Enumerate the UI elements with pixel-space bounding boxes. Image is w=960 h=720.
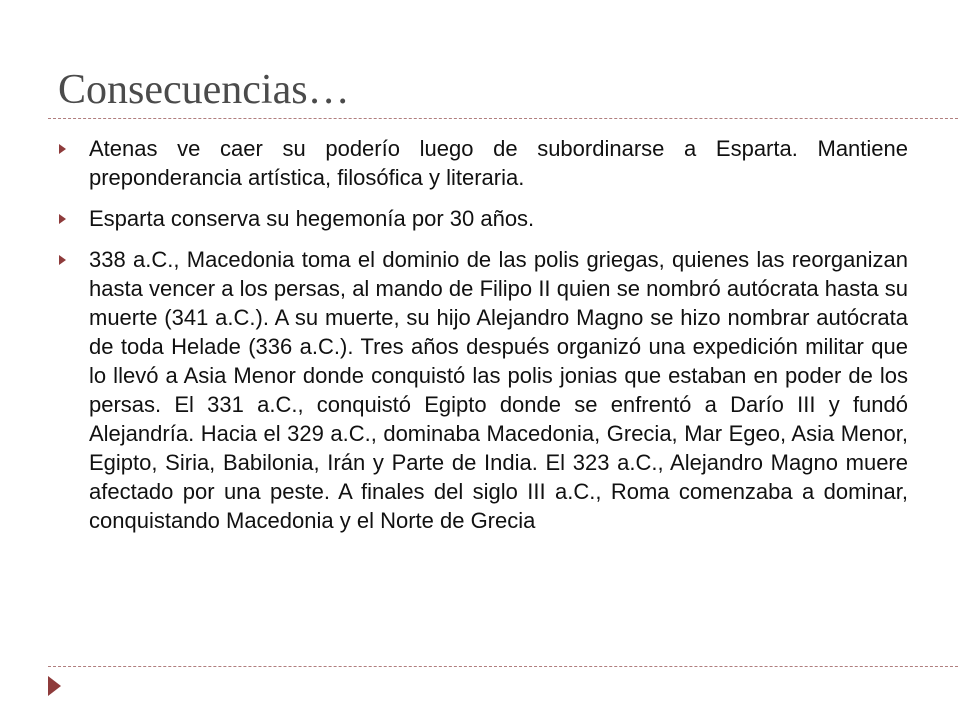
bullet-item [56, 245, 908, 535]
triangle-right-icon [59, 144, 66, 154]
bullet-text: Esparta conserva su hegemonía por 30 años. [89, 206, 535, 231]
triangle-right-icon [59, 255, 66, 265]
slide-title: Consecuencias… [58, 67, 350, 113]
title-divider [48, 118, 960, 119]
triangle-right-icon [59, 214, 66, 224]
bullet-list [56, 134, 908, 547]
bullet-item [56, 204, 908, 233]
bullet-text: 338 a.C., Macedonia toma el dominio de las polis griegas, quienes las reorganizan hasta vencer a los persas, al mando de Filipo II quien se nombró autócrata hasta su muerte (341 a.C.). A su muerte, su hijo Alejandro Magno se hizo nombrar autócrata de toda Helade (336 a.C.). Tres años después organizó una expedición militar que lo llevó a Asia Menor donde conquistó las polis jonias que estaban en poder de los persas. El 331 a.C., conquistó Egipto donde se enfrentó a Darío III y fundó Alejandría. Hacia el 329 a.C., dominaba Macedonia, Grecia, Mar Egeo, Asia Menor, Egipto, Siria, Babilonia, Irán y Parte de India. El 323 a.C., Alejandro Magno muere afectado por una peste. A finales del siglo III a.C., Roma comenzaba a dominar, conquistando Macedonia y el Norte de Grecia [89, 247, 908, 533]
footer-triangle-icon [48, 676, 61, 696]
footer-divider [48, 666, 960, 667]
bullet-text: Atenas ve caer su poderío luego de subordinarse a Esparta. Mantiene preponderancia artística, filosófica y literaria. [89, 136, 908, 190]
bullet-item [56, 134, 908, 192]
